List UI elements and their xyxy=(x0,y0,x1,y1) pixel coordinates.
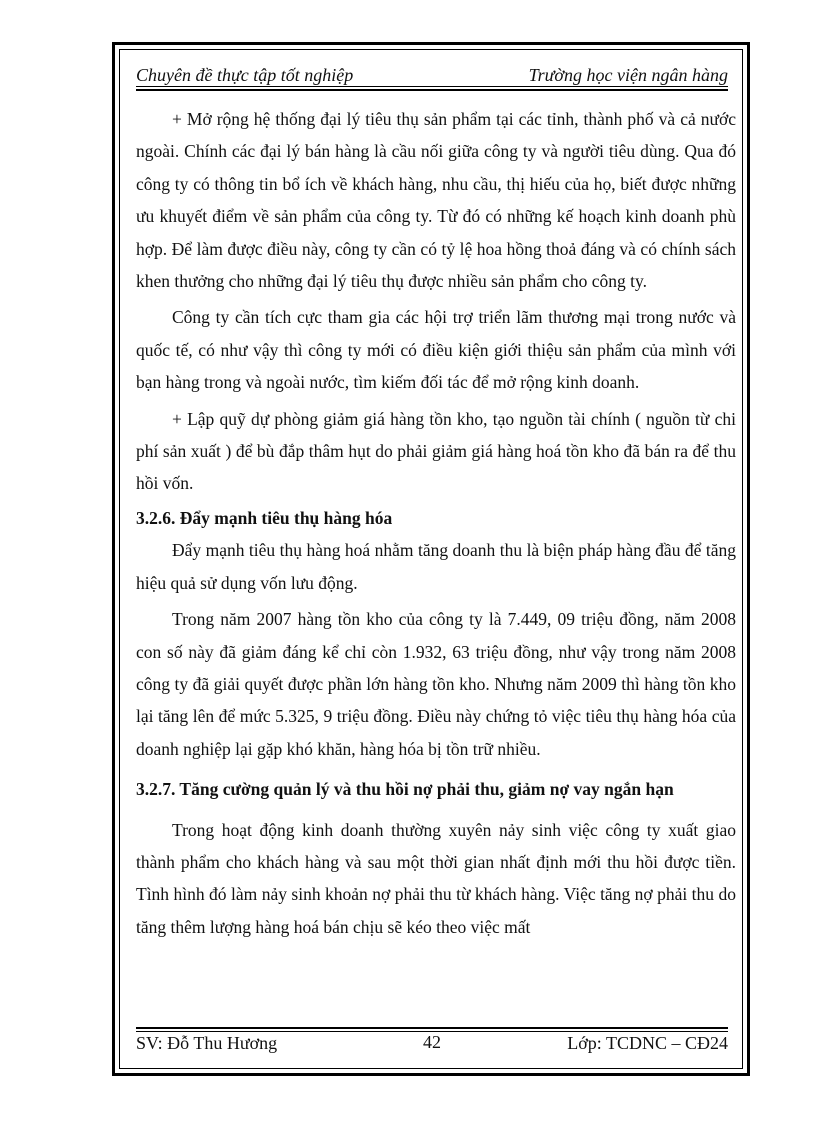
footer-class: Lớp: TCDNC – CĐ24 xyxy=(567,1033,728,1053)
page-footer xyxy=(136,1033,728,1054)
page-body xyxy=(136,103,736,943)
header-right-title: Trường học viện ngân hàng xyxy=(528,65,728,85)
page-number: 42 xyxy=(423,1032,441,1052)
section-heading-3-2-7: 3.2.7. Tăng cường quản lý và thu hồi nợ phải thu, giảm nợ vay ngắn hạn xyxy=(136,779,674,800)
paragraph-inventory-reserve: + Lập quỹ dự phòng giảm giá hàng tồn kho, tạo nguồn tài chính ( nguồn từ chi phí sản xuất ) để bù đắp thâm hụt do phải giảm giá hàng hoá tồn kho đã bán ra để thu hồi vốn. xyxy=(136,408,736,494)
paragraph-trade-fairs: Công ty cần tích cực tham gia các hội trợ triển lãm thương mại trong nước và quốc tế, có như vậy thì công ty mới có điều kiện giới thiệu sản phẩm của mình với bạn hàng trong và ngoài nước, tìm kiếm đối tác để mở rộng kinh doanh. xyxy=(136,307,736,393)
header-divider xyxy=(136,86,728,87)
page-header xyxy=(136,56,728,86)
footer-student-name: SV: Đỗ Thu Hương xyxy=(136,1033,278,1053)
footer-divider-thick xyxy=(136,1027,728,1029)
section-heading-3-2-6: 3.2.6. Đẩy mạnh tiêu thụ hàng hóa xyxy=(136,507,393,528)
header-left-title: Chuyên đề thực tập tốt nghiệp xyxy=(136,65,354,85)
header-divider-thick xyxy=(136,89,728,91)
paragraph-boost-sales: Đẩy mạnh tiêu thụ hàng hoá nhằm tăng doanh thu là biện pháp hàng đầu để tăng hiệu quả sử dụng vốn lưu động. xyxy=(136,540,736,593)
paragraph-agents: + Mở rộng hệ thống đại lý tiêu thụ sản phẩm tại các tỉnh, thành phố và cả nước ngoài. Chính các đại lý bán hàng là cầu nối giữa công ty và người tiêu dùng. Qua đó công ty có thông tin bổ ích về khách hàng, nhu cầu, thị hiếu của họ, biết được những ưu khuyết điểm về sản phẩm của công ty. Từ đó có những kế hoạch kinh doanh phù hợp. Để làm được điều này, công ty cần có tỷ lệ hoa hồng thoả đáng và có chính sách khen thưởng cho những đại lý tiêu thụ được nhiều sản phẩm cho công ty. xyxy=(136,109,736,292)
paragraph-inventory-figures: Trong năm 2007 hàng tồn kho của công ty là 7.449, 09 triệu đồng, năm 2008 con số này đã giảm đáng kể chỉ còn 1.932, 63 triệu đồng, như vậy trong năm 2008 công ty đã giải quyết được phần lớn hàng tồn kho. Nhưng năm 2009 thì hàng tồn kho lại tăng lên để mức 5.325, 9 triệu đồng. Điều này chứng tỏ việc tiêu thụ hàng hóa của doanh nghiệp lại gặp khó khăn, hàng hóa bị tồn trữ nhiều. xyxy=(136,609,736,759)
paragraph-receivables: Trong hoạt động kinh doanh thường xuyên nảy sinh việc công ty xuất giao thành phẩm cho khách hàng và sau một thời gian nhất định mới thu hồi được tiền. Tình hình đó làm nảy sinh khoản nợ phải thu từ khách hàng. Việc tăng nợ phải thu do tăng thêm lượng hàng hoá bán chịu sẽ kéo theo việc mất xyxy=(136,819,736,937)
